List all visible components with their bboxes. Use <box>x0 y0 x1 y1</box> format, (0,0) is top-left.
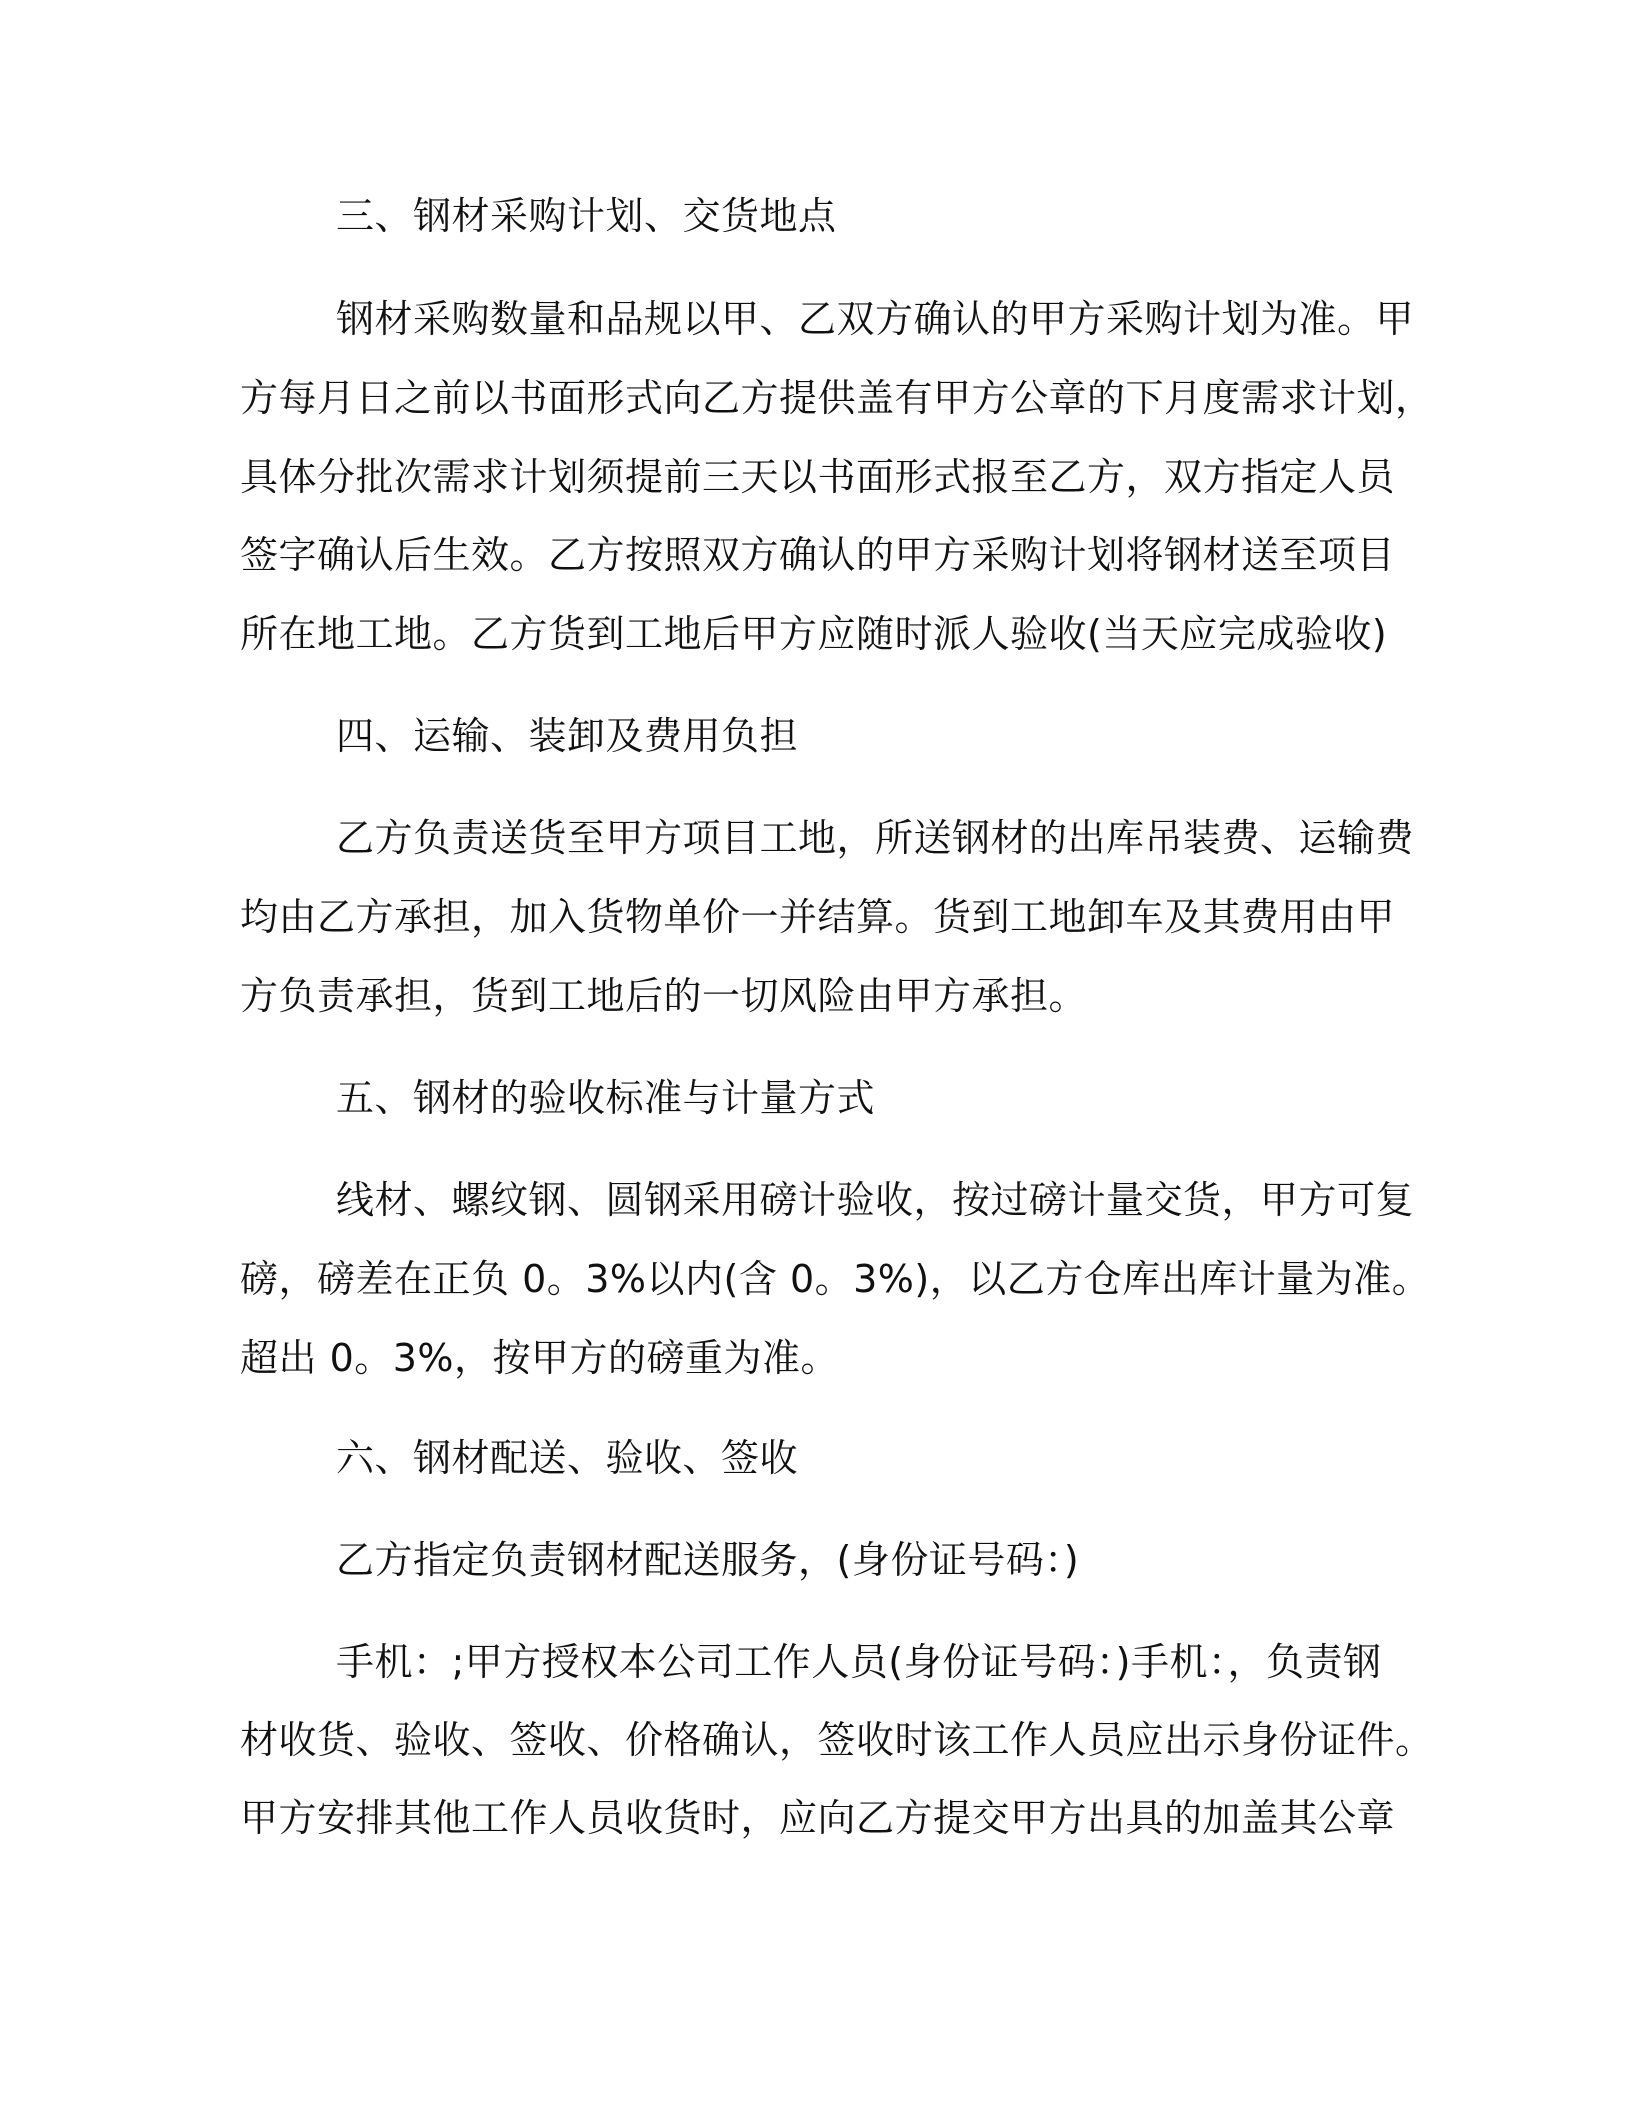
paragraph-line: 材收货、验收、签收、价格确认，签收时该工作人员应出示身份证件。 <box>240 1718 1434 1762</box>
paragraph-line: 磅，磅差在正负 0。3%以内(含 0。3%)，以乙方仓库出库计量为准。 <box>240 1257 1431 1301</box>
paragraph-line: 乙方负责送货至甲方项目工地，所送钢材的出库吊装费、运输费 <box>336 816 1415 860</box>
paragraph-line: 所在地工地。乙方货到工地后甲方应随时派人验收(当天应完成验收) <box>240 612 1388 656</box>
paragraph-line: 签字确认后生效。乙方按照双方确认的甲方采购计划将钢材送至项目 <box>240 533 1396 577</box>
paragraph-line: 方每月日之前以书面形式向乙方提供盖有甲方公章的下月度需求计划， <box>240 376 1434 420</box>
section-heading-5: 五、钢材的验收标准与计量方式 <box>336 1076 876 1120</box>
section-heading-6: 六、钢材配送、验收、签收 <box>336 1436 799 1480</box>
paragraph-line: 方负责承担，货到工地后的一切风险由甲方承担。 <box>240 974 1088 1018</box>
section-heading-3: 三、钢材采购计划、交货地点 <box>336 194 837 238</box>
paragraph-line: 乙方指定负责钢材配送服务，(身份证号码：) <box>336 1538 1080 1582</box>
paragraph-line: 手机：;甲方授权本公司工作人员(身份证号码：)手机：，负责钢 <box>336 1640 1382 1684</box>
paragraph-line: 线材、螺纹钢、圆钢采用磅计验收，按过磅计量交货，甲方可复 <box>336 1178 1415 1222</box>
paragraph-line: 均由乙方承担，加入货物单价一并结算。货到工地卸车及其费用由甲 <box>240 895 1396 939</box>
paragraph-line: 超出 0。3%，按甲方的磅重为准。 <box>240 1336 840 1380</box>
paragraph-line: 钢材采购数量和品规以甲、乙双方确认的甲方采购计划为准。甲 <box>336 297 1415 341</box>
paragraph-line: 甲方安排其他工作人员收货时，应向乙方提交甲方出具的加盖其公章 <box>240 1796 1396 1840</box>
section-heading-4: 四、运输、装卸及费用负担 <box>336 714 799 758</box>
paragraph-line: 具体分批次需求计划须提前三天以书面形式报至乙方，双方指定人员 <box>240 455 1396 499</box>
